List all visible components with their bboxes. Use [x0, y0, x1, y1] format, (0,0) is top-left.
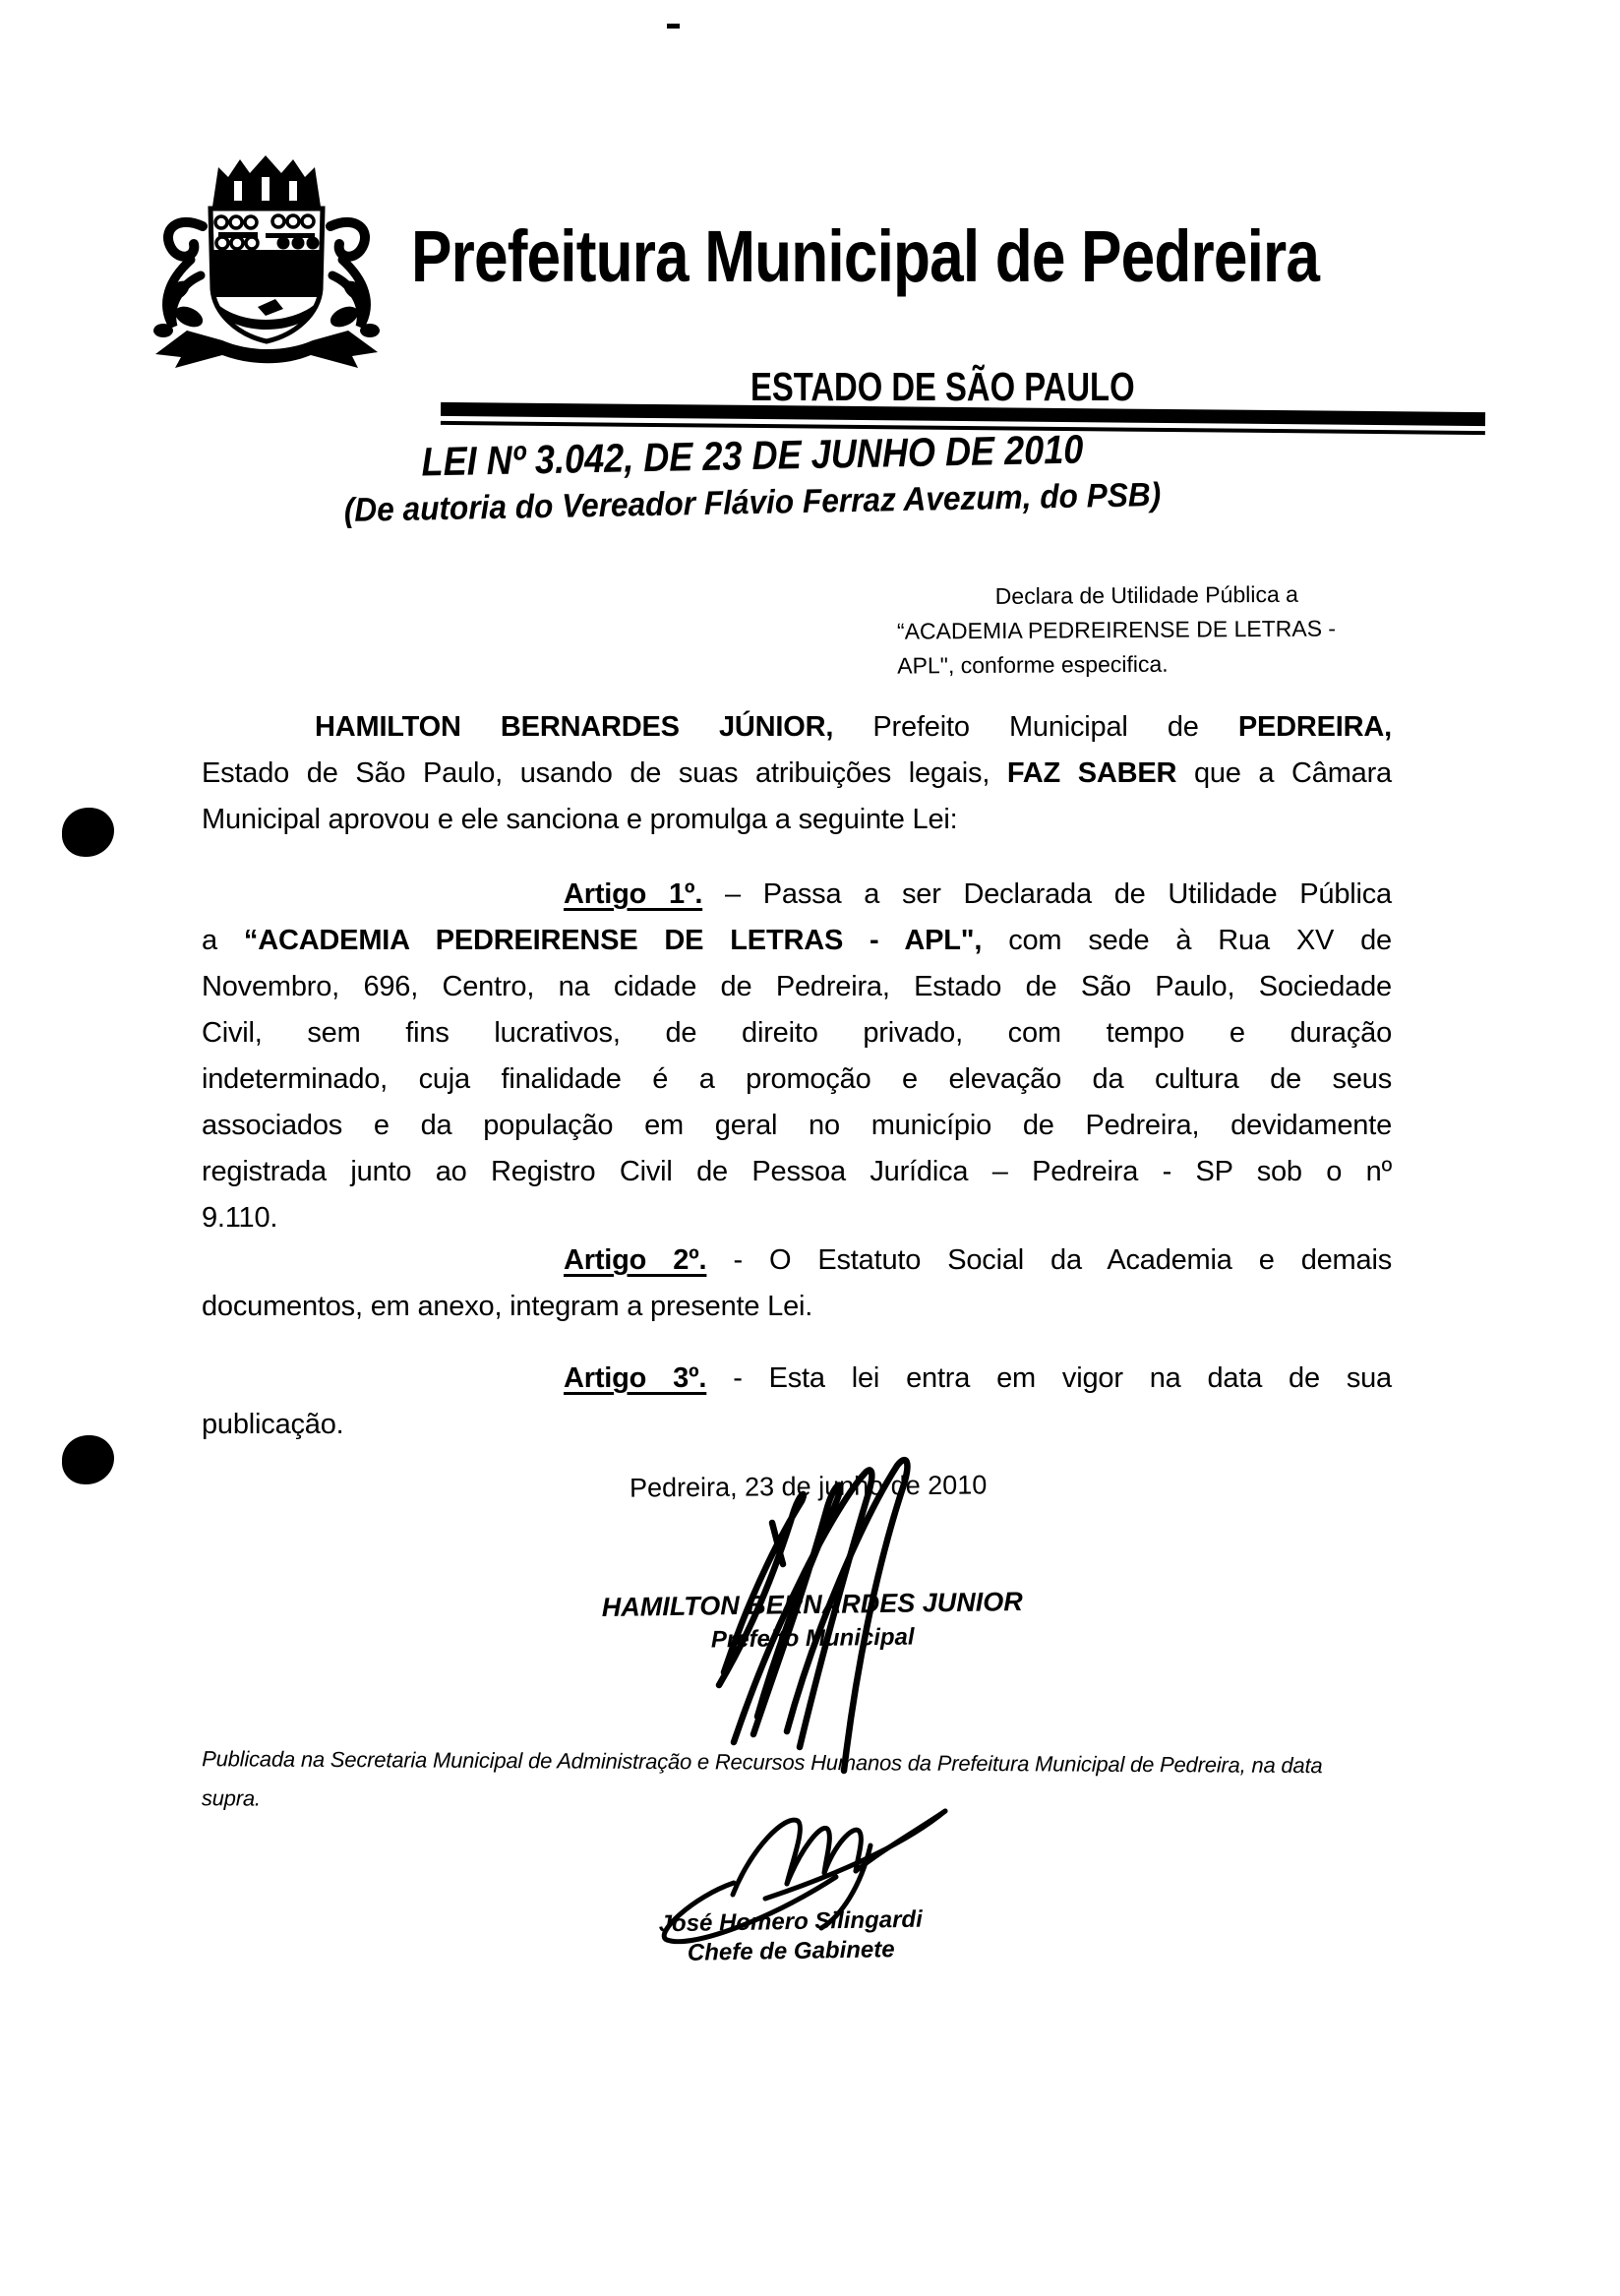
text-segment: - O Estatuto Social da Academia e demais — [706, 1244, 1392, 1276]
bold-segment: HAMILTON BERNARDES JÚNIOR, — [315, 711, 834, 743]
law-author-text: (De autoria do Vereador Flávio Ferraz Avezum, do PSB) — [343, 476, 1163, 529]
text-segment: Prefeito Municipal de — [833, 711, 1238, 743]
letterhead-subtitle-text: ESTADO DE SÃO PAULO — [750, 364, 1135, 409]
text-line: Publicada na Secretaria Municipal de Administração e Recursos Humanos da Prefeitura Municipal de Pedreira, na data — [202, 1746, 1323, 1779]
article-3-paragraph — [202, 1356, 1392, 1448]
text-line: documentos, em anexo, integram a presente Lei. — [202, 1291, 813, 1322]
law-number-text: LEI Nº 3.042, DE 23 DE JUNHO DE 2010 — [420, 426, 1084, 485]
text-line — [202, 1238, 1392, 1284]
text-line: 9.110. — [202, 1202, 278, 1234]
coat-of-arms-icon — [148, 144, 386, 370]
scan-speck — [667, 24, 680, 29]
article-heading: Artigo 1º. — [564, 878, 703, 910]
text-line: Novembro, 696, Centro, na cidade de Pedreira, Estado de São Paulo, Sociedade — [202, 971, 1392, 1002]
text-line: registrada junto ao Registro Civil de Pessoa Jurídica – Pedreira - SP sob o nº — [202, 1156, 1392, 1187]
mayor-signature-block — [596, 1587, 1030, 1656]
punch-hole-bottom — [62, 1435, 114, 1484]
preamble-paragraph — [202, 704, 1392, 843]
letterhead-title-text: Prefeitura Municipal de Pedreira — [411, 215, 1320, 297]
chief-signature-block — [594, 1905, 989, 1969]
chief-title: Chefe de Gabinete — [687, 1936, 895, 1966]
dateline: Pedreira, 23 de junho de 2010 — [629, 1470, 988, 1503]
text-segment: a — [202, 925, 244, 956]
text-line — [202, 872, 1392, 918]
text-line: indeterminado, cuja finalidade é a promoção e elevação da cultura de seus — [202, 1063, 1392, 1095]
mayor-title: Prefeito Municipal — [710, 1623, 915, 1654]
text-line — [202, 704, 1392, 751]
article-heading: Artigo 2º. — [564, 1244, 707, 1276]
mayor-name: HAMILTON BERNARDES JUNIOR — [601, 1587, 1023, 1622]
article-2-paragraph — [202, 1238, 1392, 1330]
text-line: APL", conforme especifica. — [897, 650, 1169, 679]
text-line: “ACADEMIA PEDREIRENSE DE LETRAS - — [896, 615, 1337, 644]
letterhead-title — [411, 214, 1492, 298]
text-line: publicação. — [202, 1409, 344, 1440]
text-line: Municipal aprovou e ele sanciona e promulga a seguinte Lei: — [202, 804, 958, 835]
text-line — [202, 1356, 1392, 1402]
text-line — [202, 751, 1392, 797]
letterhead-subtitle — [750, 364, 1230, 410]
coat-of-arms-image — [148, 144, 386, 370]
bold-segment: FAZ SABER — [1006, 757, 1177, 789]
text-line — [202, 918, 1392, 964]
text-line: Declara de Utilidade Pública a — [994, 580, 1298, 609]
chief-name: José Homero Silingardi — [658, 1905, 923, 1938]
article-1-paragraph — [202, 872, 1392, 1241]
text-segment: Estado de São Paulo, usando de suas atribuições legais, — [202, 757, 1007, 789]
article-heading: Artigo 3º. — [564, 1362, 707, 1394]
bold-segment: “ACADEMIA PEDREIRENSE DE LETRAS - APL", — [243, 925, 983, 956]
text-segment: que a Câmara — [1176, 757, 1392, 789]
punch-hole-top — [62, 808, 114, 857]
law-title — [284, 424, 1221, 531]
text-segment: – Passa a ser Declarada de Utilidade Pública — [702, 878, 1392, 910]
text-line: Civil, sem fins lucrativos, de direito privado, com tempo e duração — [202, 1017, 1392, 1049]
law-summary — [897, 576, 1358, 683]
text-segment: - Esta lei entra em vigor na data de sua — [706, 1362, 1392, 1394]
text-line: supra. — [201, 1785, 261, 1811]
text-segment: com sede à Rua XV de — [982, 925, 1392, 956]
bold-segment: PEDREIRA, — [1237, 711, 1392, 743]
text-line: associados e da população em geral no município de Pedreira, devidamente — [202, 1110, 1392, 1141]
